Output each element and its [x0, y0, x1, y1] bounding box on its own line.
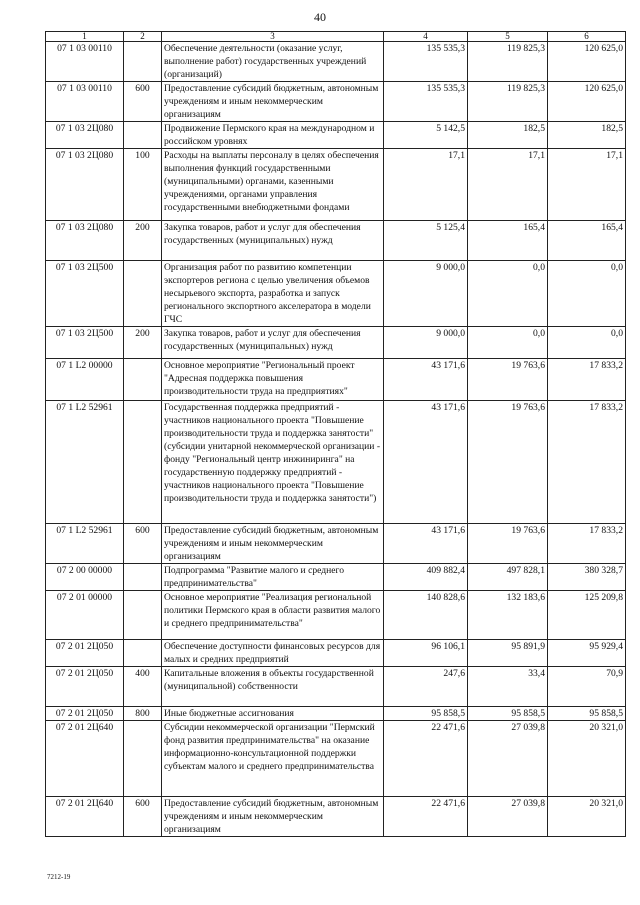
amount-col-5: 19 763,6: [468, 401, 548, 524]
table-row: [46, 401, 626, 524]
table-row: [46, 42, 626, 82]
amount-col-5: 0,0: [468, 327, 548, 359]
target-article-code: 07 1 03 00110: [46, 82, 124, 122]
amount-col-5: 497 828,1: [468, 564, 548, 591]
expense-type-code: [124, 564, 162, 591]
expense-type-code: [124, 261, 162, 327]
target-article-code: 07 2 01 2Ц050: [46, 707, 124, 721]
amount-col-5: 33,4: [468, 667, 548, 707]
expense-type-code: 600: [124, 524, 162, 564]
table-row: [46, 82, 626, 122]
amount-col-5: 165,4: [468, 221, 548, 261]
amount-col-4: 135 535,3: [384, 82, 468, 122]
expense-name: Предоставление субсидий бюджетным, автономным учреждениям и иным некоммерческим организациям: [162, 797, 384, 837]
table-row: [46, 122, 626, 149]
expense-name: Расходы на выплаты персоналу в целях обеспечения выполнения функций государственными (муниципальными) органами, казенными учреждениями, органами управления государственными внебюджетными фондами: [162, 149, 384, 221]
document-footer-mark: 7212-19: [47, 873, 71, 881]
expense-type-code: 600: [124, 82, 162, 122]
column-header: 3: [162, 32, 384, 42]
amount-col-5: 19 763,6: [468, 359, 548, 401]
amount-col-4: 96 106,1: [384, 640, 468, 667]
expense-type-code: 800: [124, 707, 162, 721]
amount-col-4: 17,1: [384, 149, 468, 221]
expense-name: Предоставление субсидий бюджетным, автономным учреждениям и иным некоммерческим организациям: [162, 524, 384, 564]
amount-col-5: 19 763,6: [468, 524, 548, 564]
target-article-code: 07 1 03 2Ц500: [46, 261, 124, 327]
expense-name: Подпрограмма "Развитие малого и среднего предпринимательства": [162, 564, 384, 591]
expense-name: Капитальные вложения в объекты государственной (муниципальной) собственности: [162, 667, 384, 707]
amount-col-6: 125 209,8: [548, 591, 626, 640]
amount-col-4: 43 171,6: [384, 524, 468, 564]
amount-col-4: 9 000,0: [384, 261, 468, 327]
target-article-code: 07 1 03 2Ц080: [46, 221, 124, 261]
amount-col-6: 17 833,2: [548, 524, 626, 564]
expense-name: Основное мероприятие "Региональный проект "Адресная поддержка повышения производительности труда на предприятиях": [162, 359, 384, 401]
target-article-code: 07 2 01 2Ц640: [46, 797, 124, 837]
amount-col-6: 70,9: [548, 667, 626, 707]
amount-col-5: 27 039,8: [468, 797, 548, 837]
expense-type-code: [124, 401, 162, 524]
table-row: [46, 261, 626, 327]
target-article-code: 07 2 01 2Ц050: [46, 640, 124, 667]
table-row: [46, 797, 626, 837]
amount-col-4: 9 000,0: [384, 327, 468, 359]
amount-col-4: 5 125,4: [384, 221, 468, 261]
amount-col-6: 120 625,0: [548, 82, 626, 122]
amount-col-6: 182,5: [548, 122, 626, 149]
expense-name: Иные бюджетные ассигнования: [162, 707, 384, 721]
table-header-row: [46, 32, 626, 42]
amount-col-4: 247,6: [384, 667, 468, 707]
target-article-code: 07 2 01 2Ц050: [46, 667, 124, 707]
amount-col-4: 43 171,6: [384, 401, 468, 524]
amount-col-4: 43 171,6: [384, 359, 468, 401]
target-article-code: 07 1 03 2Ц080: [46, 149, 124, 221]
table-row: [46, 640, 626, 667]
amount-col-6: 165,4: [548, 221, 626, 261]
expense-type-code: 200: [124, 327, 162, 359]
expense-type-code: 100: [124, 149, 162, 221]
target-article-code: 07 2 01 2Ц640: [46, 721, 124, 797]
amount-col-6: 0,0: [548, 327, 626, 359]
target-article-code: 07 1 L2 52961: [46, 524, 124, 564]
amount-col-5: 119 825,3: [468, 82, 548, 122]
expense-name: Закупка товаров, работ и услуг для обеспечения государственных (муниципальных) нужд: [162, 327, 384, 359]
amount-col-6: 20 321,0: [548, 721, 626, 797]
amount-col-5: 95 891,9: [468, 640, 548, 667]
amount-col-4: 140 828,6: [384, 591, 468, 640]
column-header: 1: [46, 32, 124, 42]
table-row: [46, 221, 626, 261]
target-article-code: 07 2 01 00000: [46, 591, 124, 640]
expense-name: Обеспечение деятельности (оказание услуг, выполнение работ) государственных учреждений (организаций): [162, 42, 384, 82]
column-header: 2: [124, 32, 162, 42]
table-row: [46, 149, 626, 221]
amount-col-4: 95 858,5: [384, 707, 468, 721]
amount-col-6: 120 625,0: [548, 42, 626, 82]
column-header: 6: [548, 32, 626, 42]
expense-type-code: 600: [124, 797, 162, 837]
table-row: [46, 667, 626, 707]
table-row: [46, 591, 626, 640]
amount-col-4: 22 471,6: [384, 721, 468, 797]
target-article-code: 07 1 03 2Ц080: [46, 122, 124, 149]
column-header: 5: [468, 32, 548, 42]
target-article-code: 07 2 00 00000: [46, 564, 124, 591]
amount-col-6: 95 858,5: [548, 707, 626, 721]
table-row: [46, 524, 626, 564]
expense-name: Предоставление субсидий бюджетным, автономным учреждениям и иным некоммерческим организациям: [162, 82, 384, 122]
expense-name: Основное мероприятие "Реализация региональной политики Пермского края в области развития малого и среднего предпринимательства": [162, 591, 384, 640]
table-row: [46, 359, 626, 401]
expense-type-code: [124, 640, 162, 667]
amount-col-4: 22 471,6: [384, 797, 468, 837]
expense-name: Продвижение Пермского края на международном и российском уровнях: [162, 122, 384, 149]
amount-col-4: 135 535,3: [384, 42, 468, 82]
target-article-code: 07 1 03 00110: [46, 42, 124, 82]
expense-name: Закупка товаров, работ и услуг для обеспечения государственных (муниципальных) нужд: [162, 221, 384, 261]
amount-col-6: 17 833,2: [548, 359, 626, 401]
budget-table: [45, 31, 626, 837]
target-article-code: 07 1 L2 52961: [46, 401, 124, 524]
expense-type-code: 400: [124, 667, 162, 707]
table-row: [46, 721, 626, 797]
expense-name: Государственная поддержка предприятий - участников национального проекта "Повышение производительности труда и поддержка занятости" (субсидии унитарной некоммерческой организации - фонду "Региональный центр инжиниринга" на государственную поддержку предприятий - участников национального проекта "Повышение производительности труда и поддержка занятости"): [162, 401, 384, 524]
amount-col-6: 17 833,2: [548, 401, 626, 524]
amount-col-5: 27 039,8: [468, 721, 548, 797]
page-number: 40: [314, 10, 326, 24]
table-row: [46, 327, 626, 359]
expense-type-code: [124, 359, 162, 401]
amount-col-5: 132 183,6: [468, 591, 548, 640]
table-row: [46, 564, 626, 591]
expense-type-code: [124, 591, 162, 640]
target-article-code: 07 1 L2 00000: [46, 359, 124, 401]
amount-col-6: 20 321,0: [548, 797, 626, 837]
expense-type-code: [124, 42, 162, 82]
amount-col-5: 95 858,5: [468, 707, 548, 721]
amount-col-4: 5 142,5: [384, 122, 468, 149]
target-article-code: 07 1 03 2Ц500: [46, 327, 124, 359]
expense-type-code: [124, 122, 162, 149]
amount-col-5: 17,1: [468, 149, 548, 221]
amount-col-6: 380 328,7: [548, 564, 626, 591]
amount-col-5: 119 825,3: [468, 42, 548, 82]
amount-col-6: 95 929,4: [548, 640, 626, 667]
amount-col-5: 0,0: [468, 261, 548, 327]
expense-type-code: 200: [124, 221, 162, 261]
expense-type-code: [124, 721, 162, 797]
amount-col-6: 0,0: [548, 261, 626, 327]
amount-col-4: 409 882,4: [384, 564, 468, 591]
expense-name: Субсидии некоммерческой организации "Пермский фонд развития предпринимательства" на оказание информационно-консультационной поддержки субъектам малого и среднего предпринимательства: [162, 721, 384, 797]
expense-name: Обеспечение доступности финансовых ресурсов для малых и средних предприятий: [162, 640, 384, 667]
table-row: [46, 707, 626, 721]
amount-col-5: 182,5: [468, 122, 548, 149]
expense-name: Организация работ по развитию компетенции экспортеров региона с целью увеличения объемов несырьевого экспорта, разработка и запуск регионального экспортного акселератора в модели ГЧС: [162, 261, 384, 327]
column-header: 4: [384, 32, 468, 42]
amount-col-6: 17,1: [548, 149, 626, 221]
